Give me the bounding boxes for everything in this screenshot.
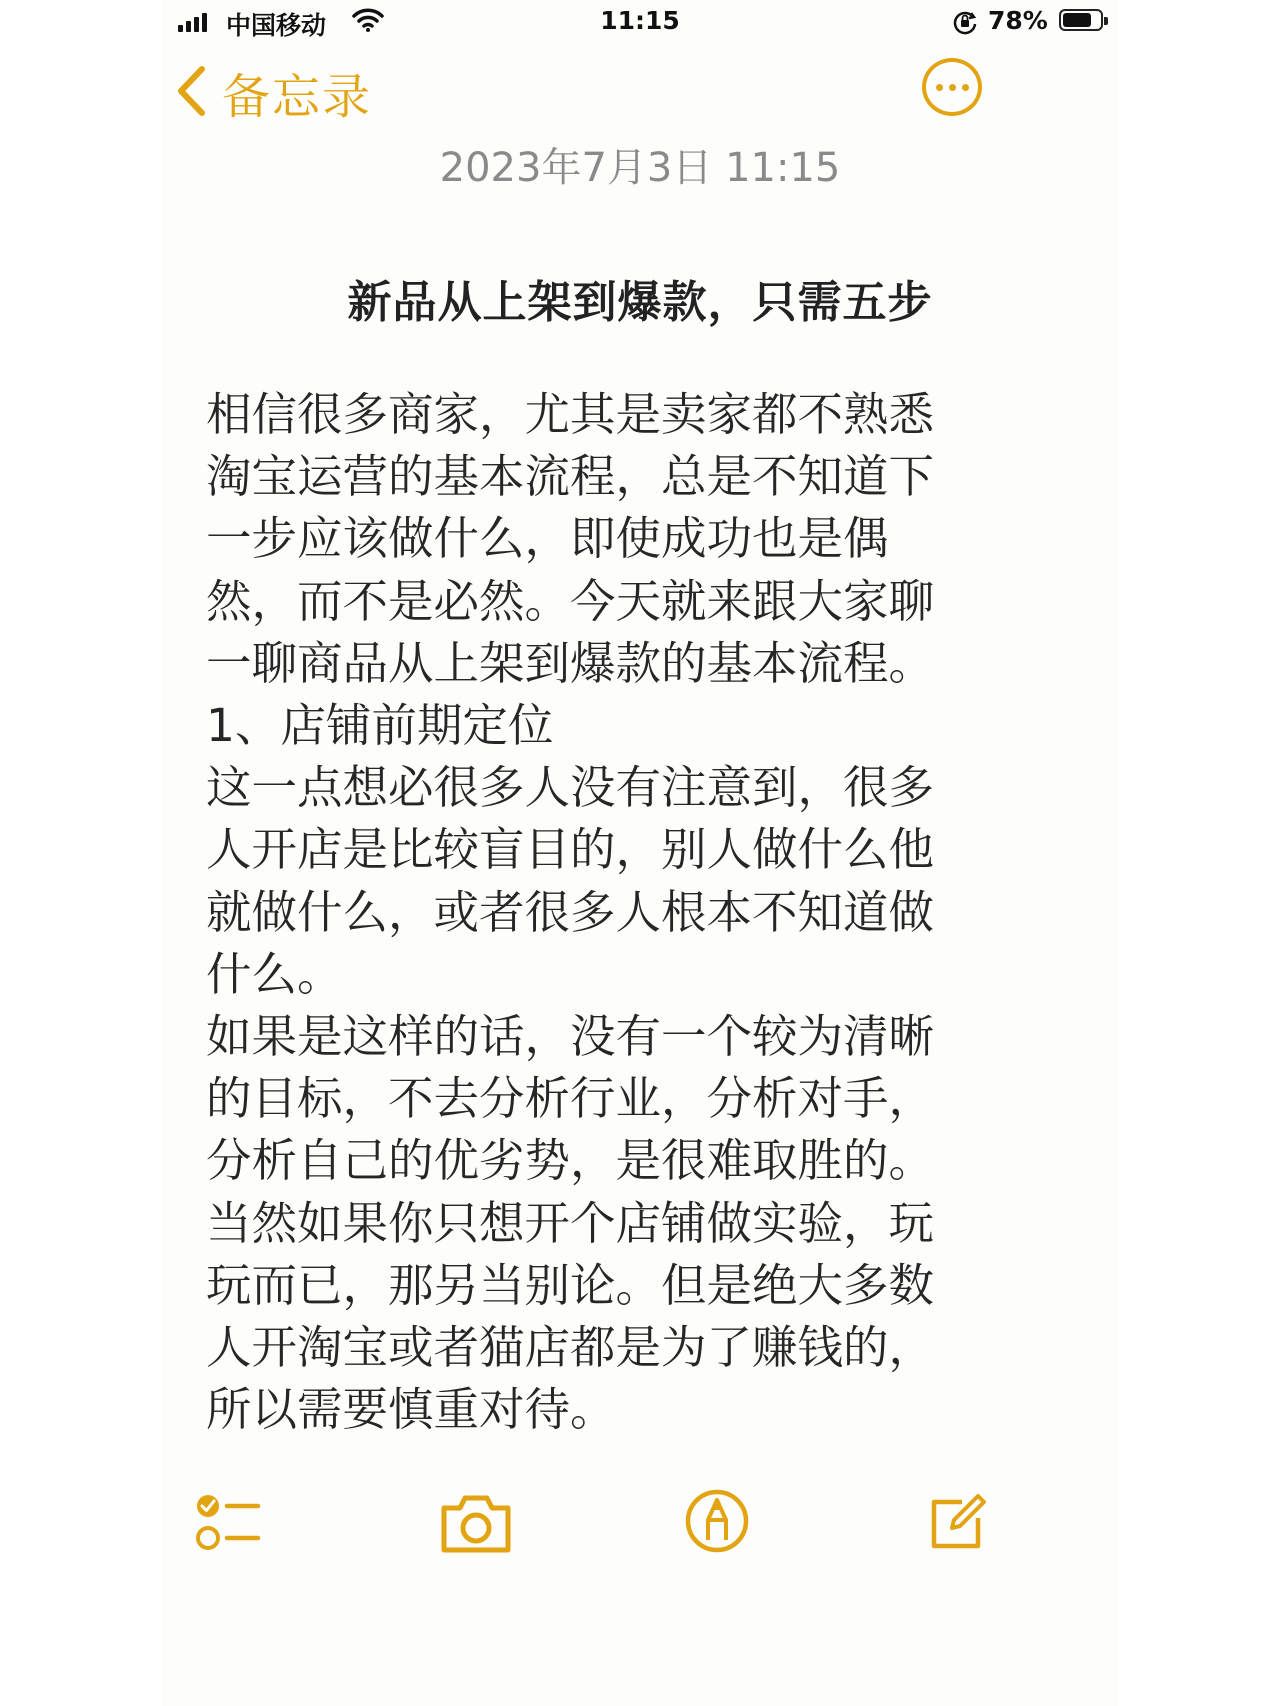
back-button[interactable] [174,58,372,127]
note-paragraph: 这一点想必很多人没有注意到，很多人开店是比较盲目的，别人做什么他就做什么，或者很多人根本不知道做什么。 [206,761,935,1001]
compose-icon[interactable] [926,1488,988,1558]
bottom-toolbar [162,1484,1118,1574]
note-paragraph: 如果是这样的话，没有一个较为清晰的目标，不去分析行业，分析对手，分析自己的优劣势，是很难取胜的。当然如果你只想开个店铺做实验，玩玩而已，那另当别论。但是绝大多数人开淘宝或者猫店都是为了赚钱的，所以需要慎重对待。 [206,1010,935,1437]
checklist-icon[interactable] [194,1488,264,1562]
carrier-label: 中国移动 [226,11,327,40]
note-date: 2023年7月3日 11:15 [439,145,841,191]
markup-icon[interactable] [684,1488,750,1558]
battery-fill [1063,13,1091,27]
status-bar [162,0,1118,44]
note-paragraph: 相信很多商家，尤其是卖家都不熟悉淘宝运营的基本流程，总是不知道下一步应该做什么，即使成功也是偶然，而不是必然。今天就来跟大家聊一聊商品从上架到爆款的基本流程。 [206,388,935,690]
notes-screen [162,0,1118,1706]
battery-icon [1059,9,1103,31]
orientation-lock-icon [952,9,978,39]
note-body[interactable] [206,384,952,1441]
chevron-left-icon [174,64,208,122]
note-title[interactable]: 新品从上架到爆款，只需五步 [347,277,933,328]
status-time: 11:15 [600,6,680,35]
more-icon[interactable] [922,58,982,116]
note-paragraph: 1、店铺前期定位 [206,699,554,753]
back-label: 备忘录 [222,69,373,125]
camera-icon[interactable] [438,1490,514,1560]
battery-percent: 78% [988,6,1048,35]
